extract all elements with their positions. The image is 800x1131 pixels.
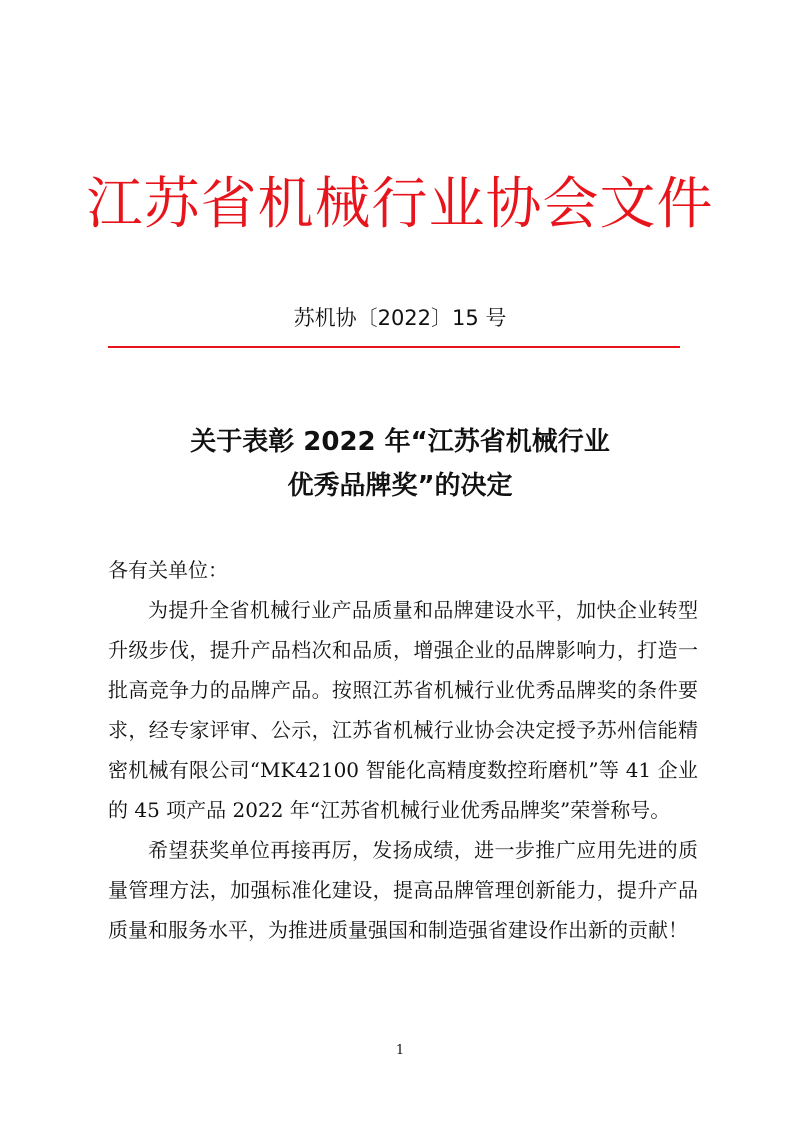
document-title (0, 420, 800, 508)
page-number: 1 (395, 1043, 405, 1058)
body-paragraph-2: 希望获奖单位再接再厉，发扬成绩，进一步推广应用先进的质量管理方法，加强标准化建设，提高品牌管理创新能力，提升产品质量和服务水平，为推进质量强国和制造强省建设作出新的贡献！ (108, 838, 698, 942)
red-divider-line (108, 346, 680, 348)
document-number: 苏机协〔2022〕15 号 (293, 306, 507, 330)
salutation: 各有关单位： (108, 558, 228, 582)
body-paragraph-1: 为提升全省机械行业产品质量和品牌建设水平，加快企业转型升级步伐，提升产品档次和品质，增强企业的品牌影响力，打造一批高竞争力的品牌产品。按照江苏省机械行业优秀品牌奖的条件要求，经专家评审、公示，江苏省机械行业协会决定授予苏州信能精密机械有限公司“MK42100 智能化高精度数控珩磨机”等 41 企业的 45 项产品 2022 年“江苏省机械行业优秀品牌奖”荣誉称号。 (108, 598, 698, 822)
title-line-1: 关于表彰 2022 年“江苏省机械行业 (190, 427, 610, 457)
document-masthead: 江苏省机械行业协会文件 (86, 172, 714, 237)
document-body (108, 550, 698, 950)
title-line-2: 优秀品牌奖”的决定 (287, 471, 513, 501)
